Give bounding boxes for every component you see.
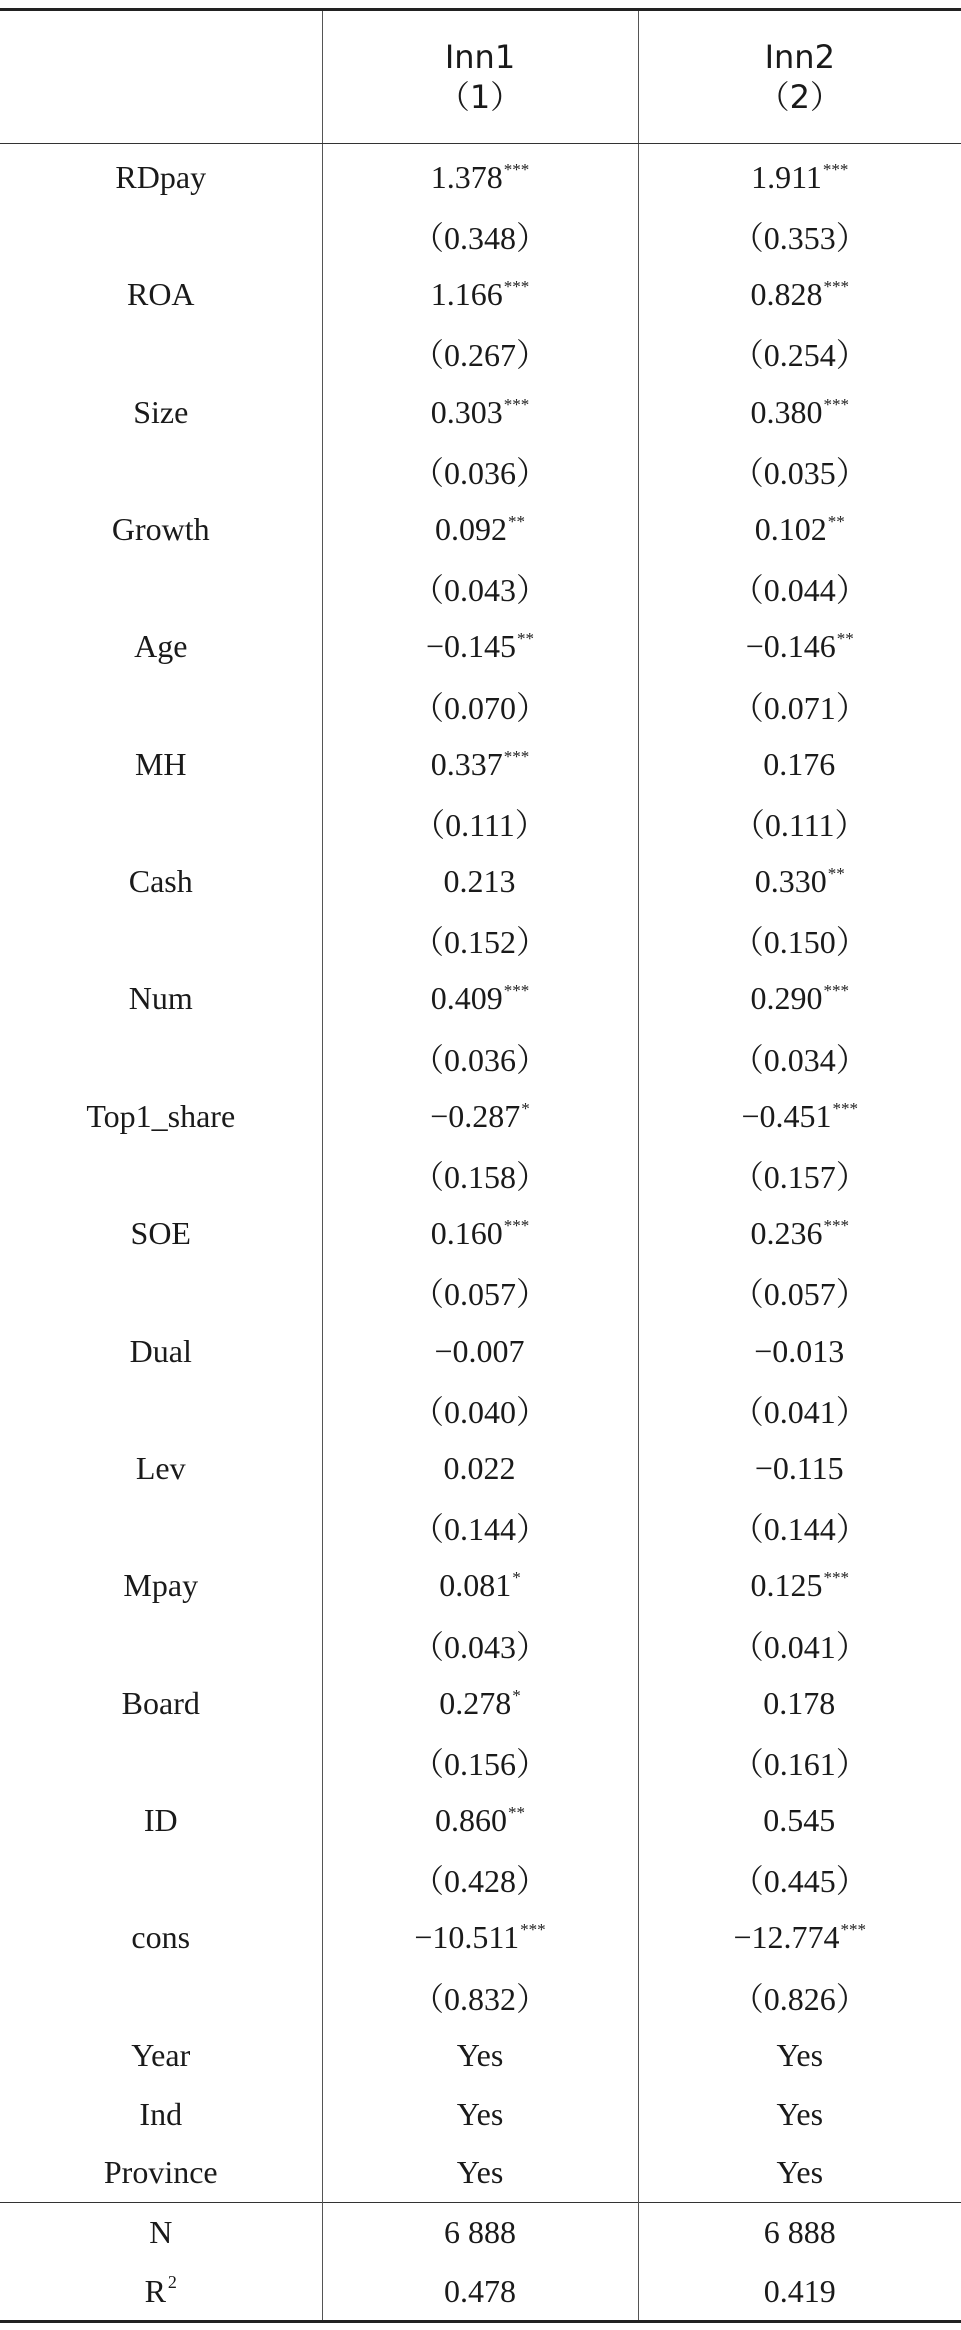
- coef-cell-1: [322, 1674, 638, 1733]
- coef-value: 0.081: [439, 1567, 512, 1604]
- table-row-coef: [0, 500, 961, 559]
- coef-value: −0.013: [754, 1332, 845, 1369]
- coef-value: −0.146: [745, 628, 836, 665]
- coef-value: 0.022: [443, 1449, 516, 1486]
- col-2-number: （2）: [757, 78, 842, 116]
- coef-cell-1: [322, 852, 638, 911]
- coef-value: 1.166: [430, 276, 503, 313]
- variable-name: Cash: [128, 863, 193, 900]
- coef-value: 0.102: [754, 510, 827, 547]
- coef-value: −10.511: [414, 1919, 520, 1956]
- se-label-spacer: [0, 1498, 322, 1557]
- coef-value: 0.125: [750, 1567, 823, 1604]
- significance-stars: ***: [503, 746, 530, 766]
- variable-name: RDpay: [115, 158, 207, 195]
- table-row-coef: [0, 1322, 961, 1381]
- table-row-coef: [0, 618, 961, 677]
- coef-cell-1: [322, 1557, 638, 1616]
- std-error-cell-2: （0.041）: [638, 1380, 961, 1439]
- variable-name: Num: [128, 980, 193, 1017]
- std-error-cell-1: （0.043）: [322, 559, 638, 618]
- significance-stars: ***: [823, 981, 849, 1001]
- std-error-cell-1: （0.043）: [322, 1615, 638, 1674]
- coef-cell-1: [322, 1204, 638, 1263]
- table-row-se: [0, 1733, 961, 1792]
- std-error-cell-2: （0.353）: [638, 207, 961, 266]
- table-row-se: [0, 207, 961, 266]
- r2-letter: R: [144, 2273, 166, 2310]
- se-label-spacer: [0, 1028, 322, 1087]
- significance-stars: ***: [832, 1098, 859, 1118]
- table-row-se: [0, 676, 961, 735]
- se-label-spacer: [0, 1380, 322, 1439]
- stat-r2-col-1: 0.478: [322, 2262, 638, 2322]
- header-col-1: [322, 10, 638, 144]
- table-row-coef: [0, 1909, 961, 1968]
- std-error-cell-1: （0.348）: [322, 207, 638, 266]
- fixed-effect-row: [0, 2143, 961, 2202]
- stat-row-r2: [0, 2262, 961, 2322]
- table-row-coef: [0, 1674, 961, 1733]
- std-error-cell-2: （0.057）: [638, 1263, 961, 1322]
- table-body: [0, 144, 961, 2322]
- stat-label-r2: [0, 2262, 322, 2322]
- std-error-cell-2: （0.445）: [638, 1850, 961, 1909]
- coef-cell-1: [322, 618, 638, 677]
- std-error-cell-2: （0.826）: [638, 1967, 961, 2026]
- coef-value: 0.092: [435, 510, 507, 547]
- stat-label-n: N: [0, 2203, 322, 2262]
- se-label-spacer: [0, 1733, 322, 1792]
- coef-cell-2: [638, 1791, 961, 1850]
- coef-cell-2: [638, 1557, 961, 1616]
- coef-cell-2: [638, 970, 961, 1029]
- header-label-col: [0, 10, 322, 144]
- coef-cell-1: [322, 383, 638, 442]
- table-row-se: [0, 1146, 961, 1205]
- fixed-effect-name: Year: [131, 2036, 191, 2073]
- std-error-cell-1: （0.158）: [322, 1146, 638, 1205]
- significance-stars: **: [508, 1803, 525, 1823]
- se-label-spacer: [0, 1850, 322, 1909]
- fixed-effect-name: Ind: [139, 2095, 183, 2132]
- coef-value: 0.409: [430, 980, 503, 1017]
- table-row-se: [0, 324, 961, 383]
- table-row-se: [0, 1028, 961, 1087]
- variable-name: ROA: [126, 276, 195, 313]
- coef-value: 0.160: [430, 1215, 503, 1252]
- coef-cell-1: [322, 265, 638, 324]
- coef-value: 0.380: [750, 393, 823, 430]
- variable-name: Lev: [135, 1449, 186, 1486]
- coef-cell-2: [638, 1909, 961, 1968]
- variable-name: Board: [121, 1684, 200, 1721]
- variable-name: Size: [133, 393, 189, 430]
- table-row-coef: [0, 735, 961, 794]
- stat-n-col-1: 6 888: [322, 2203, 638, 2262]
- std-error-cell-1: （0.111）: [322, 794, 638, 853]
- se-label-spacer: [0, 559, 322, 618]
- std-error-cell-2: （0.041）: [638, 1615, 961, 1674]
- coef-cell-2: [638, 144, 961, 207]
- table-header-row: [0, 10, 961, 144]
- coef-value: 0.278: [439, 1684, 512, 1721]
- std-error-cell-1: （0.036）: [322, 441, 638, 500]
- coef-cell-1: [322, 1791, 638, 1850]
- se-label-spacer: [0, 1146, 322, 1205]
- regression-table: [0, 8, 961, 2323]
- table-row-coef: [0, 970, 961, 1029]
- variable-name: Mpay: [123, 1567, 199, 1604]
- std-error-cell-1: （0.267）: [322, 324, 638, 383]
- stat-row-n: [0, 2203, 961, 2262]
- fixed-effect-name: Province: [103, 2154, 218, 2191]
- std-error-cell-1: （0.070）: [322, 676, 638, 735]
- coef-value: 0.828: [750, 276, 823, 313]
- significance-stars: **: [517, 629, 535, 649]
- coef-cell-1: [322, 1322, 638, 1381]
- variable-name: Top1_share: [86, 1097, 236, 1134]
- se-label-spacer: [0, 794, 322, 853]
- table-row-coef: [0, 1557, 961, 1616]
- coef-value: 0.176: [763, 745, 836, 782]
- significance-stars: **: [827, 864, 845, 884]
- coef-value: 0.303: [430, 393, 503, 430]
- variable-name: Age: [134, 628, 188, 665]
- table-row-coef: [0, 1204, 961, 1263]
- coef-cell-1: [322, 144, 638, 207]
- table-row-coef: [0, 265, 961, 324]
- se-label-spacer: [0, 1263, 322, 1322]
- std-error-cell-1: （0.428）: [322, 1850, 638, 1909]
- coef-cell-2: [638, 1322, 961, 1381]
- coef-value: 1.911: [751, 158, 822, 195]
- table-row-se: [0, 1263, 961, 1322]
- std-error-cell-2: （0.111）: [638, 794, 961, 853]
- coef-value: 0.337: [430, 745, 503, 782]
- table-row-se: [0, 1850, 961, 1909]
- std-error-cell-2: （0.144）: [638, 1498, 961, 1557]
- col-2-name: Inn2: [764, 38, 835, 76]
- table-row-coef: [0, 1439, 961, 1498]
- significance-stars: ***: [840, 1920, 867, 1940]
- fixed-effect-col-2: Yes: [638, 2143, 961, 2202]
- significance-stars: ***: [503, 394, 530, 414]
- table-row-coef: [0, 1791, 961, 1850]
- coef-value: 1.378: [430, 158, 503, 195]
- std-error-cell-2: （0.157）: [638, 1146, 961, 1205]
- table-row-se: [0, 794, 961, 853]
- coef-cell-1: [322, 970, 638, 1029]
- significance-stars: ***: [823, 1216, 849, 1236]
- coef-value: 0.236: [750, 1215, 823, 1252]
- coef-cell-1: [322, 1087, 638, 1146]
- significance-stars: *: [521, 1098, 530, 1118]
- std-error-cell-1: （0.036）: [322, 1028, 638, 1087]
- coef-value: 0.860: [435, 1802, 507, 1839]
- table-row-coef: [0, 1087, 961, 1146]
- variable-name: ID: [143, 1802, 178, 1839]
- table-row-se: [0, 1498, 961, 1557]
- variable-name: MH: [134, 745, 187, 782]
- coef-value: −0.287: [430, 1097, 521, 1134]
- coef-cell-1: [322, 1909, 638, 1968]
- std-error-cell-2: （0.071）: [638, 676, 961, 735]
- significance-stars: ***: [503, 277, 530, 297]
- coef-value: 0.545: [763, 1802, 836, 1839]
- significance-stars: ***: [503, 159, 530, 179]
- col-1-name: Inn1: [444, 38, 516, 76]
- stat-n-col-2: 6 888: [638, 2203, 961, 2262]
- coef-value: −0.115: [754, 1449, 844, 1486]
- col-1-number: （1）: [437, 78, 523, 116]
- coef-value: 0.290: [750, 980, 823, 1017]
- stat-r2-col-2: 0.419: [638, 2262, 961, 2322]
- coef-value: 0.330: [754, 863, 827, 900]
- se-label-spacer: [0, 207, 322, 266]
- coef-value: −0.451: [741, 1097, 832, 1134]
- coef-cell-2: [638, 1674, 961, 1733]
- table-row-se: [0, 559, 961, 618]
- coef-cell-1: [322, 735, 638, 794]
- std-error-cell-1: （0.040）: [322, 1380, 638, 1439]
- significance-stars: ***: [823, 1568, 849, 1588]
- variable-name: Growth: [111, 510, 210, 547]
- table-row-se: [0, 1615, 961, 1674]
- fixed-effect-row: [0, 2026, 961, 2085]
- coef-cell-2: [638, 383, 961, 442]
- fixed-effect-col-2: Yes: [638, 2026, 961, 2085]
- significance-stars: **: [836, 629, 854, 649]
- std-error-cell-1: （0.832）: [322, 1967, 638, 2026]
- significance-stars: *: [512, 1568, 521, 1588]
- std-error-cell-2: （0.034）: [638, 1028, 961, 1087]
- coef-value: −0.145: [425, 628, 517, 665]
- table-row-coef: [0, 144, 961, 207]
- std-error-cell-1: （0.152）: [322, 911, 638, 970]
- se-label-spacer: [0, 324, 322, 383]
- coef-cell-2: [638, 1204, 961, 1263]
- table-row-coef: [0, 383, 961, 442]
- coef-cell-2: [638, 1087, 961, 1146]
- header-col-2: [638, 10, 961, 144]
- coef-cell-1: [322, 1439, 638, 1498]
- significance-stars: ***: [823, 277, 849, 297]
- coef-value: −12.774: [733, 1919, 840, 1956]
- coef-cell-1: [322, 500, 638, 559]
- fixed-effect-col-2: Yes: [638, 2085, 961, 2144]
- std-error-cell-1: （0.144）: [322, 1498, 638, 1557]
- std-error-cell-2: （0.254）: [638, 324, 961, 383]
- coef-cell-2: [638, 735, 961, 794]
- coef-cell-2: [638, 618, 961, 677]
- coef-cell-2: [638, 265, 961, 324]
- table-row-coef: [0, 852, 961, 911]
- coef-cell-2: [638, 1439, 961, 1498]
- fixed-effect-col-1: Yes: [322, 2085, 638, 2144]
- significance-stars: *: [512, 1685, 521, 1705]
- std-error-cell-2: （0.150）: [638, 911, 961, 970]
- variable-name: Dual: [129, 1332, 192, 1369]
- r2-superscript: 2: [167, 2272, 177, 2293]
- coef-value: 0.178: [763, 1684, 836, 1721]
- se-label-spacer: [0, 1967, 322, 2026]
- variable-name: SOE: [130, 1215, 191, 1252]
- fixed-effect-col-1: Yes: [322, 2026, 638, 2085]
- se-label-spacer: [0, 1615, 322, 1674]
- significance-stars: ***: [503, 981, 530, 1001]
- coef-cell-2: [638, 852, 961, 911]
- regression-table-container: [0, 8, 961, 2323]
- significance-stars: ***: [520, 1920, 546, 1940]
- significance-stars: **: [827, 511, 845, 531]
- table-row-se: [0, 1967, 961, 2026]
- se-label-spacer: [0, 911, 322, 970]
- fixed-effect-row: [0, 2085, 961, 2144]
- significance-stars: **: [508, 511, 525, 531]
- coef-value: 0.213: [443, 863, 516, 900]
- std-error-cell-2: （0.161）: [638, 1733, 961, 1792]
- significance-stars: ***: [823, 394, 849, 414]
- fixed-effect-col-1: Yes: [322, 2143, 638, 2202]
- se-label-spacer: [0, 676, 322, 735]
- std-error-cell-1: （0.057）: [322, 1263, 638, 1322]
- std-error-cell-2: （0.044）: [638, 559, 961, 618]
- std-error-cell-2: （0.035）: [638, 441, 961, 500]
- significance-stars: ***: [822, 159, 849, 179]
- coef-cell-2: [638, 500, 961, 559]
- table-row-se: [0, 441, 961, 500]
- table-row-se: [0, 1380, 961, 1439]
- variable-name: cons: [131, 1919, 191, 1956]
- se-label-spacer: [0, 441, 322, 500]
- significance-stars: ***: [503, 1216, 530, 1236]
- std-error-cell-1: （0.156）: [322, 1733, 638, 1792]
- table-row-se: [0, 911, 961, 970]
- coef-value: −0.007: [434, 1332, 525, 1369]
